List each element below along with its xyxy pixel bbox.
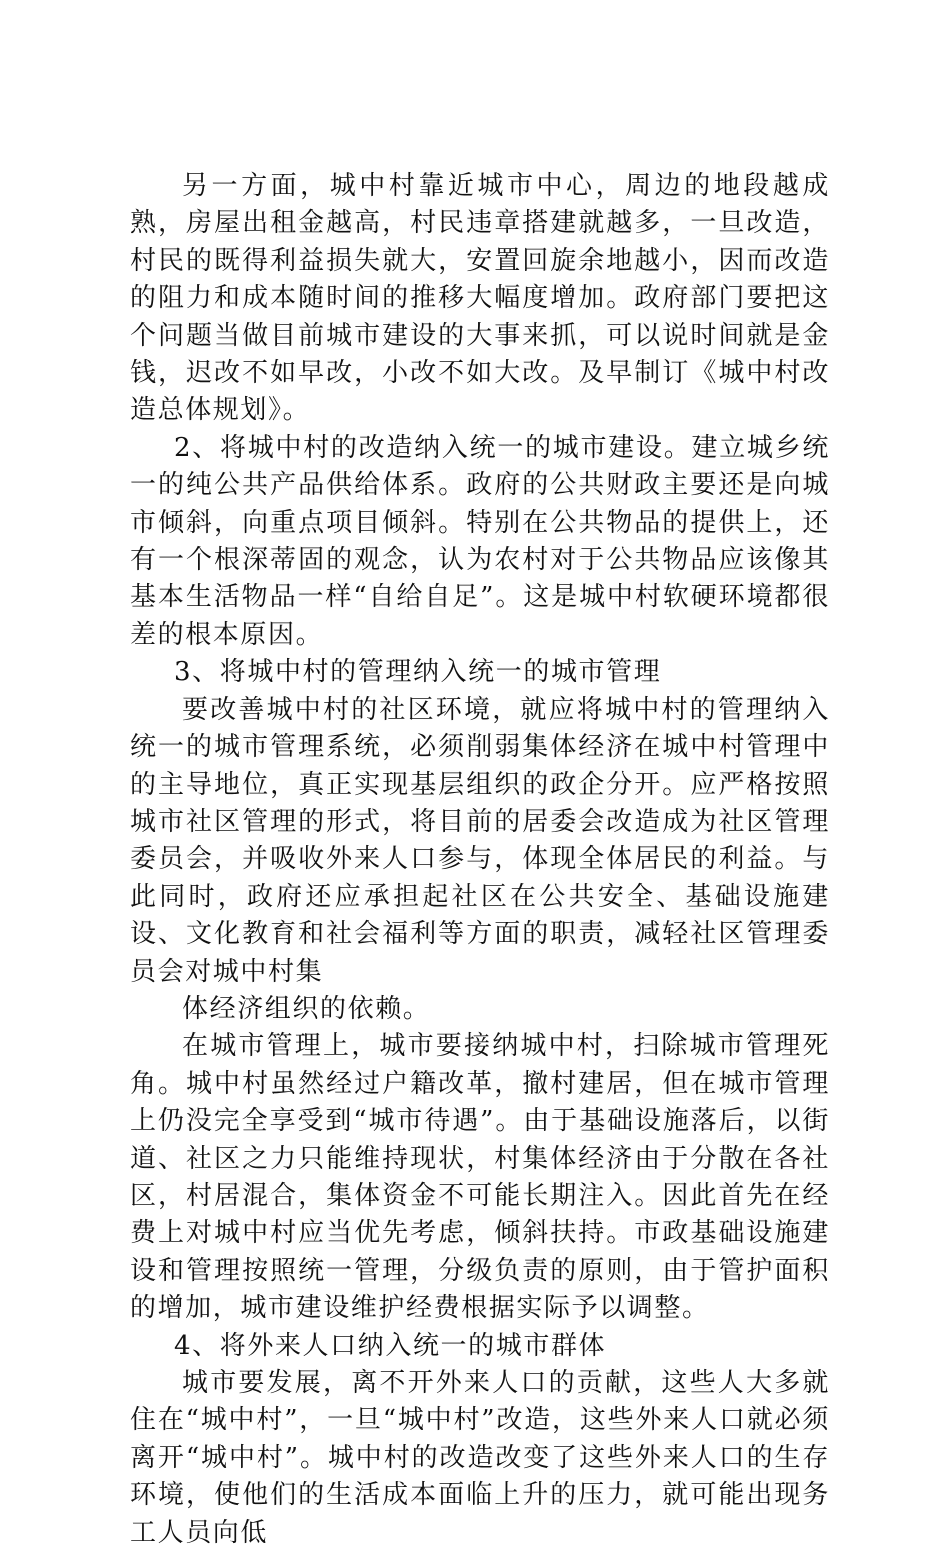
paragraph-city-management: 在城市管理上，城市要接纳城中村，扫除城市管理死角。城中村虽然经过户籍改革，撤村建居，但在城市管理上仍没完全享受到“城市待遇”。由于基础设施落后，以街道、社区之力只能维持现状，村集体经济由于分散在各社区，村居混合，集体资金不可能长期注入。因此首先在经费上对城中村应当优先考虑，倾斜扶持。市政基础设施建设和管理按照统一管理，分级负责的原则，由于管护面积的增加，城市建设维护经费根据实际予以调整。 [130, 1031, 830, 1324]
document-body [130, 168, 830, 1552]
paragraph-urban-village-rent: 另一方面，城中村靠近城市中心，周边的地段越成熟，房屋出租金越高，村民违章搭建就越多，一旦改造，村民的既得利益损失就大，安置回旋余地越小，因而改造的阻力和成本随时间的推移大幅度增加。政府部门要把这个问题当做目前城市建设的大事来抓，可以说时间就是金钱，迟改不如早改，小改不如大改。及早制订《城中村改造总体规划》。 [130, 171, 830, 426]
paragraph-continuation: 体经济组织的依赖。 [182, 993, 431, 1024]
heading-point-4-migrants: 4、将外来人口纳入统一的城市群体 [174, 1330, 607, 1361]
paragraph-migrant-population: 城市要发展，离不开外来人口的贡献，这些人大多就住在“城中村”，一旦“城中村”改造，这些外来人口就必须离开“城中村”。城中村的改造改变了这些外来人口的生存环境，使他们的生活成本面临上升的压力，就可能出现务工人员向低 [130, 1368, 830, 1548]
paragraph-point-2-construction: 2、将城中村的改造纳入统一的城市建设。建立城乡统一的纯公共产品供给体系。政府的公共财政主要还是向城市倾斜，向重点项目倾斜。特别在公共物品的提供上，还有一个根深蒂固的观念，认为农村对于公共物品应该像其基本生活物品一样“自给自足”。这是城中村软硬环境都很差的根本原因。 [130, 432, 830, 650]
paragraph-community-environment: 要改善城中村的社区环境，就应将城中村的管理纳入统一的城市管理系统，必须削弱集体经济在城中村管理中的主导地位，真正实现基层组织的政企分开。应严格按照城市社区管理的形式，将目前的居委会改造成为社区管理委员会，并吸收外来人口参与，体现全体居民的利益。与此同时，政府还应承担起社区在公共安全、基础设施建设、文化教育和社会福利等方面的职责，减轻社区管理委员会对城中村集 [130, 694, 830, 987]
heading-point-3-management: 3、将城中村的管理纳入统一的城市管理 [174, 657, 662, 688]
